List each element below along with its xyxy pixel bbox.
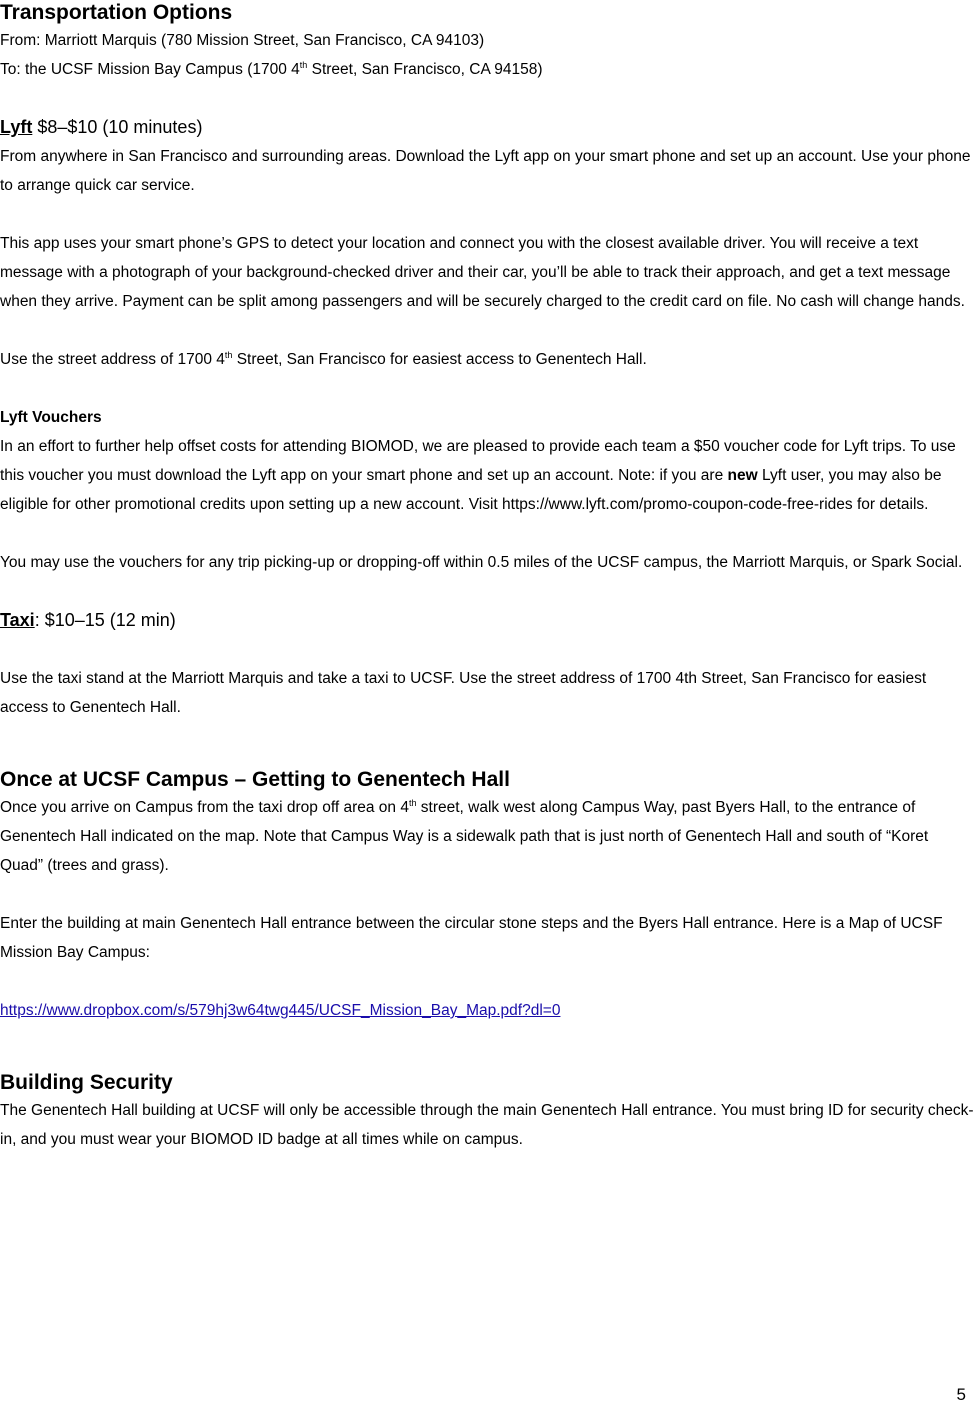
taxi-heading [0,606,974,635]
to-line [0,55,974,84]
taxi-price: : $10–15 (12 min) [34,610,176,630]
lyft-p3-suffix: Street, San Francisco for easiest access to Genentech Hall. [232,351,647,368]
vouchers-p1-after: Lyft user, you may also be eligible for other promotional credits upon setting up a new account. Visit https://www.lyft.com/promo-coupon-code-free-rides for details. [0,467,942,513]
lyft-paragraph-1: From anywhere in San Francisco and surrounding areas. Download the Lyft app on your smart phone and set up an account. Use your phone to arrange quick car service. [0,148,971,194]
lyft-p3-prefix: Use the street address of 1700 4 [0,351,225,368]
to-suffix: Street, San Francisco, CA 94158) [307,61,543,78]
campus-p1-sup: th [408,797,417,808]
vouchers-heading: Lyft Vouchers [0,409,102,426]
lyft-p3-sup: th [224,349,233,360]
map-link-line [0,996,974,1025]
to-sup: th [299,59,308,70]
campus-p1-suffix: street, walk west along Campus Way, past Byers Hall, to the entrance of Genentech Hall indicated on the map. Note that Campus Way is a sidewalk path that is just north of Genentech Hall and south of “Koret Quad” (trees and grass). [0,799,929,874]
campus-title: Once at UCSF Campus – Getting to Genentech Hall [0,768,510,791]
to-prefix: To: the UCSF Mission Bay Campus (1700 4 [0,61,300,78]
map-link[interactable]: https://www.dropbox.com/s/579hj3w64twg445/UCSF_Mission_Bay_Map.pdf?dl=0 [0,1002,561,1019]
page-number: 5 [956,1385,966,1404]
security-paragraph-1: The Genentech Hall building at UCSF will only be accessible through the main Genentech Hall entrance. You must bring ID for security check-in, and you must wear your BIOMOD ID badge at all times while on campus. [0,1102,974,1148]
lyft-paragraph-2: This app uses your smart phone’s GPS to detect your location and connect you with the closest available driver. You will receive a text message with a photograph of your background-checked driver and their car, you’ll be able to track their approach, and get a text message when they arrive. Payment can be split among passengers and will be securely charged to the credit card on file. No cash will change hands. [0,235,965,310]
from-line: From: Marriott Marquis (780 Mission Street, San Francisco, CA 94103) [0,32,485,49]
transport-title: Transportation Options [0,1,233,24]
security-title: Building Security [0,1071,173,1094]
lyft-label: Lyft [0,117,33,137]
taxi-paragraph-1: Use the taxi stand at the Marriott Marquis and take a taxi to UCSF. Use the street address of 1700 4th Street, San Francisco for easiest access to Genentech Hall. [0,670,927,716]
taxi-label: Taxi [0,610,35,630]
lyft-price: $8–$10 (10 minutes) [32,117,203,137]
lyft-heading [0,113,974,142]
vouchers-paragraph-2: You may use the vouchers for any trip picking-up or dropping-off within 0.5 miles of the UCSF campus, the Marriott Marquis, or Spark Social. [0,554,963,571]
vouchers-p1-before: In an effort to further help offset costs for attending BIOMOD, we are pleased to provide each team a $50 voucher code for Lyft trips. To use this voucher you must download the Lyft app on your smart phone and set up an account. Note: if you are [0,438,956,484]
campus-p1-prefix: Once you arrive on Campus from the taxi drop off area on 4 [0,799,409,816]
lyft-paragraph-3 [0,345,974,374]
campus-paragraph-2: Enter the building at main Genentech Hall entrance between the circular stone steps and the Byers Hall entrance. Here is a Map of UCSF Mission Bay Campus: [0,915,943,961]
vouchers-p1-bold: new [727,467,758,484]
vouchers-paragraph-1 [0,432,974,519]
campus-paragraph-1 [0,793,974,880]
